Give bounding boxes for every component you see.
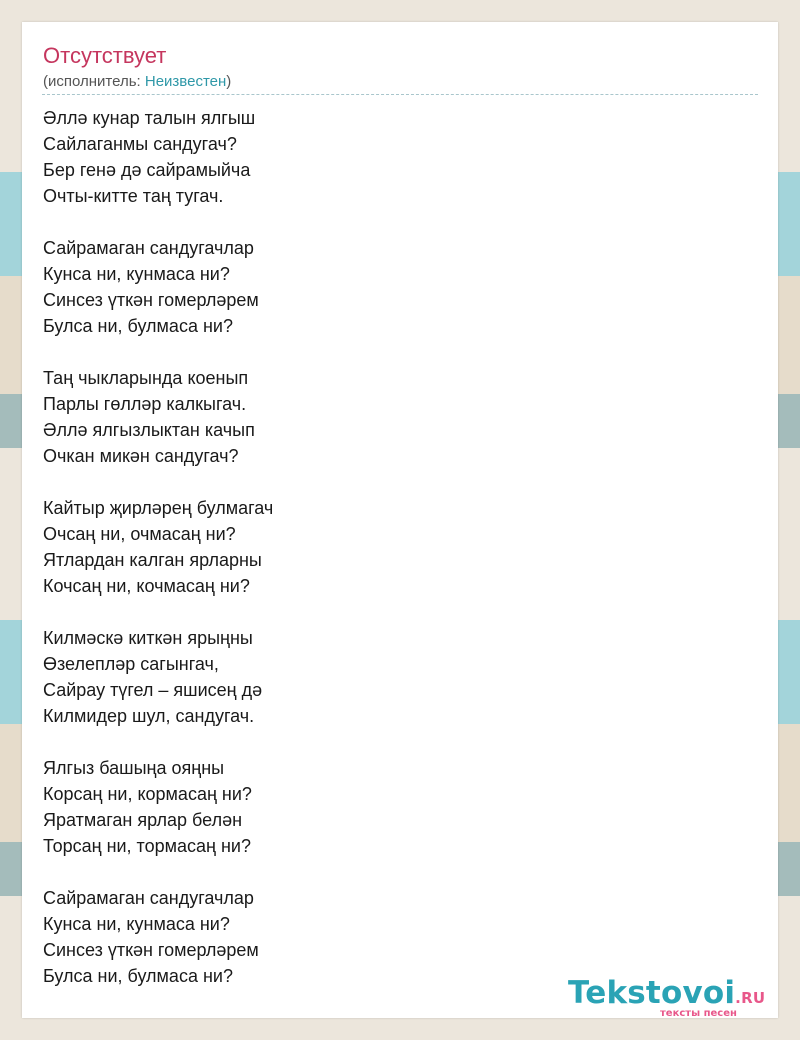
lyric-line: Булса ни, булмаса ни? [43, 316, 233, 336]
tekstovoi-logo[interactable] [568, 975, 778, 1019]
lyric-line: Корсаң ни, кормасаң ни? [43, 784, 252, 804]
lyric-line: Кайтыр җирләрең булмагач [43, 498, 274, 518]
lyrics-card [22, 22, 778, 1018]
lyric-line: Кунса ни, кунмаса ни? [43, 264, 230, 284]
lyric-line: Әллә кунар талын ялгыш [43, 108, 256, 128]
lyric-line: Ятлардан калган ярларны [43, 550, 262, 570]
lyric-line: Сайрау түгел – яшисең дә [43, 680, 263, 700]
lyric-line: Очкан микән сандугач? [43, 446, 239, 466]
stanza [43, 235, 273, 339]
lyric-line: Синсез үткән гомерләрем [43, 940, 259, 960]
lyric-line: Бер генә дә сайрамыйча [43, 160, 251, 180]
lyric-line: Сайрамаган сандугачлар [43, 888, 254, 908]
lyric-line: Кочсаң ни, кочмасаң ни? [43, 576, 250, 596]
lyric-line: Әллә ялгызлыктан качып [43, 420, 255, 440]
artist-link[interactable]: Неизвестен [144, 73, 227, 90]
stanza [43, 365, 273, 469]
lyric-line: Ялгыз башыңа ояңны [43, 758, 225, 778]
stanza [43, 755, 273, 859]
lyric-line: Килмәскә киткән ярыңны [43, 628, 253, 648]
lyric-line: Килмидер шул, сандугач. [43, 706, 255, 726]
lyrics-text [43, 105, 273, 989]
lyric-line: Сайрамаган сандугачлар [43, 238, 254, 258]
logo-subtitle: тексты песен [660, 1008, 737, 1019]
artist-line [43, 73, 231, 91]
lyric-line: Парлы гөлләр калкыгач. [43, 394, 247, 414]
artist-prefix: (исполнитель: [43, 73, 145, 90]
lyric-line: Яратмаган ярлар белән [43, 810, 243, 830]
stanza [43, 495, 273, 599]
lyric-line: Өзелепләр сагынгач, [43, 654, 219, 674]
stanza [43, 625, 273, 729]
logo-main-text: Tekstovoi [568, 975, 736, 1011]
logo-domain: .RU [735, 989, 766, 1007]
stanza [43, 885, 273, 989]
lyric-line: Таң чыкларында коенып [43, 368, 249, 388]
artist-suffix: ) [226, 73, 232, 90]
lyric-line: Торсаң ни, тормасаң ни? [43, 836, 251, 856]
lyric-line: Синсез үткән гомерләрем [43, 290, 259, 310]
lyric-line: Сайлаганмы сандугач? [43, 134, 237, 154]
song-title: Отсутствует [43, 43, 167, 68]
lyric-line: Кунса ни, кунмаса ни? [43, 914, 230, 934]
stanza [43, 105, 273, 209]
lyric-line: Очсаң ни, очмасаң ни? [43, 524, 236, 544]
lyric-line: Булса ни, булмаса ни? [43, 966, 233, 986]
lyric-line: Очты-китте таң тугач. [43, 186, 224, 206]
title-divider [42, 94, 758, 95]
